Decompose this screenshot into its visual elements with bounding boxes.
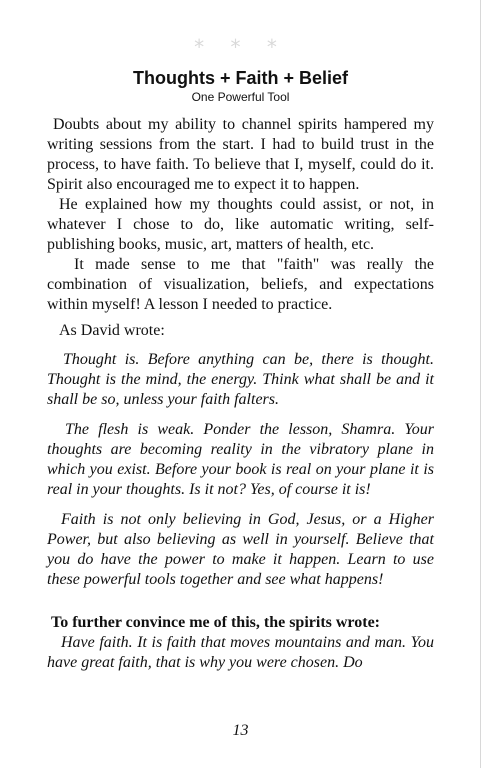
spirit-quote: The flesh is weak. Ponder the lesson, Shamra. Your thoughts are becoming reality in the vibratory plane in which you exist. Before your book is real on your plane it is real in your thoughts. Is it not? Yes, of course it is! <box>47 421 434 498</box>
page-body <box>47 115 434 673</box>
section-heading: To further convince me of this, the spirits wrote: <box>51 614 380 631</box>
section-ornament: * * * <box>194 35 287 59</box>
spirit-quote: Thought is. Before anything can be, there is thought. Thought is the mind, the energy. Think what shall be and it shall be so, unless your faith falters. <box>47 351 434 408</box>
page-number: 13 <box>232 722 249 739</box>
chapter-title: Thoughts + Faith + Belief <box>132 68 348 88</box>
spirit-quote: Faith is not only believing in God, Jesus, or a Higher Power, but also believing as well in yourself. Believe that you do have the power to make it happen. Learn to use these powerful tools together and see what happens! <box>47 511 434 588</box>
chapter-subtitle: One Powerful Tool <box>191 90 290 104</box>
body-paragraph: It made sense to me that "faith" was really the combination of visualization, beliefs, and expectations within myself! A lesson I needed to practice. <box>47 256 434 313</box>
body-paragraph: Doubts about my ability to channel spirits hampered my writing sessions from the start. I had to build trust in the process, to have faith. To believe that I, myself, could do it. Spirit also encouraged me to expect it to happen. <box>47 116 434 193</box>
spirit-quote: Have faith. It is faith that moves mountains and man. You have great faith, that is why you were chosen. Do <box>47 634 434 671</box>
body-paragraph: As David wrote: <box>59 322 165 339</box>
body-paragraph: He explained how my thoughts could assist, or not, in whatever I chose to do, like automatic writing, self-publishing books, music, art, matters of health, etc. <box>47 196 434 253</box>
